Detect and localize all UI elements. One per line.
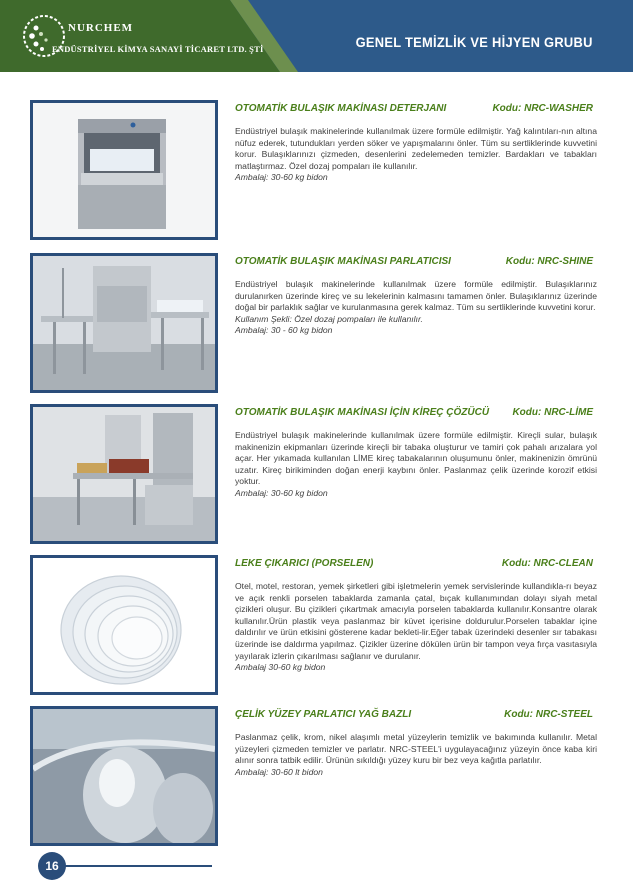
plates-stack-icon	[33, 558, 215, 692]
product-description	[235, 581, 597, 674]
product-info	[235, 407, 597, 500]
product-title: OTOMATİK BULAŞIK MAKİNASI PARLATICISI	[235, 256, 451, 267]
description-text: Endüstriyel bulaşık makinelerinde kullanılmak üzere formüle edilmiştir. Yağ kalıntıları-nın altına nüfuz ederek, tutundukları yerden söker ve yapışmalarını önler. Tüm su sertliklerinde kuvvetini korur. Bulaşıklarınızı çizmeden, desenlerini zedelemeden temizler. Bardakları ve tabakları matlaştırmaz. Özel dozaj pompaları ile kullanılır.	[235, 126, 597, 171]
packaging-note: Ambalaj: 30-60 kg bidon	[235, 172, 328, 183]
product-description	[235, 279, 597, 337]
product-code: Kodu: NRC-SHINE	[505, 256, 593, 267]
section-title: GENEL TEMİZLİK VE HİJYEN GRUBU	[355, 34, 593, 50]
packaging-note: Ambalaj 30-60 kg bidon	[235, 662, 326, 673]
product-title: OTOMATİK BULAŞIK MAKİNASI DETERJANI	[235, 103, 447, 114]
product-title: OTOMATİK BULAŞIK MAKİNASI İÇİN KİREÇ ÇÖZÜCÜ	[235, 407, 490, 418]
product-code: Kodu: NRC-LİME	[512, 407, 593, 418]
steel-surface-icon	[33, 709, 215, 843]
packaging-note: Ambalaj: 30-60 kg bidon	[235, 487, 328, 498]
product-title: LEKE ÇIKARICI (PORSELEN)	[235, 558, 374, 569]
product-image-steel-surface	[30, 706, 218, 846]
product-info	[235, 256, 597, 337]
description-text: Endüstriyel bulaşık makinelerinde kullanılmak üzere formüle edilmiştir. Bulaşıklarınız durulanırken üzerinde kireç ve su lekelerinin kalmasını tamamen önler. Bulaşıklarınız üzerinde doğal bir parlaklık sağlar ve kurulanmasına gerek kalmaz. Tüm su sertliklerinde kuvvetini korur.	[235, 279, 597, 313]
page-number: 16	[38, 852, 66, 880]
description-text: Endüstriyel bulaşık makinelerinde kullanılmak üzere formüle edilmiştir. Kireçli sular, bulaşık makinenizin ekipmanları üzerinde kireçli bir tabaka oluşturur ve tamiri çok pahalı arızalara yol açar. Her yıkamada kullanılan LİME kireç tabakalarının oluşumunu önler, makinenizin ömrünü uzatır. Kireç birikiminden doğan enerji kaybını önler. Paslanmaz çelik üzerinde korozif etkisi yoktur.	[235, 430, 597, 487]
product-image-dish-station	[30, 404, 218, 544]
dish-station-icon	[33, 407, 215, 541]
product-info	[235, 103, 597, 184]
footer-rule	[52, 865, 212, 867]
description-text: Otel, motel, restoran, yemek şirketleri gibi işletmelerin yemek servislerinde kullandıkla-rı beyaz ve açık renkli porselen tabaklarda zamanla çatal, bıçak kullanımından dolayı siyah metal çizikleri oluşur. Bu çizikleri çıkartmak amacıyla porselen tabaklarda kullanılır.Konsantre olarak kullanılır.Ürün plastik veya paslanmaz bir küvet içerisine doldurulur.Porselen tabaklar içine daldırılır ve ürün etkisini gösterene kadar bekleti-lir.Eğer tabak üzerindeki desenler sır tabakası üzerinde ise daldırma yapılmaz. Çizikler üzerine dökülen ürün bir tampon veya fırça vasıtasıyla yayılarak izlerin çıkarılması sağlanır ve durulanır.	[235, 581, 597, 661]
product-image-plates	[30, 555, 218, 695]
product-code: Kodu: NRC-STEEL	[504, 709, 593, 720]
product-info	[235, 709, 597, 778]
packaging-note: Ambalaj: 30-60 lt bidon	[235, 766, 323, 777]
packaging-note: Ambalaj: 30 - 60 kg bidon	[235, 325, 333, 336]
product-description	[235, 732, 597, 778]
description-text: Paslanmaz çelik, krom, nikel alaşımlı metal yüzeylerin temizlik ve bakımında kullanılır. Metal yüzeyleri çizmeden temizler ve parlatır. NRC-STEEL'i uygulayacağınız yüzeyin önce kaba kiri alınır sonra tatbik edilir. Ürünün sıkıldığı yüzey kuru bir bez veya kağıtla parlatılır.	[235, 732, 597, 766]
product-title: ÇELİK YÜZEY PARLATICI YAĞ BAZLI	[235, 709, 412, 720]
usage-note: Kullanım Şekli: Özel dozaj pompaları ile kullanılır.	[235, 313, 423, 324]
product-code: Kodu: NRC-CLEAN	[501, 558, 593, 569]
dishwasher-icon	[33, 103, 215, 237]
product-image-hood-dishwasher	[30, 253, 218, 393]
product-code: Kodu: NRC-WASHER	[492, 103, 593, 114]
brand-subtitle: ENDÜSTRİYEL KİMYA SANAYİ TİCARET LTD. ŞTİ	[52, 44, 264, 54]
brand-name: NURCHEM	[68, 22, 134, 34]
product-description	[235, 126, 597, 184]
hood-dishwasher-icon	[33, 256, 215, 390]
product-description	[235, 430, 597, 500]
product-info	[235, 558, 597, 674]
product-image-dishwasher	[30, 100, 218, 240]
